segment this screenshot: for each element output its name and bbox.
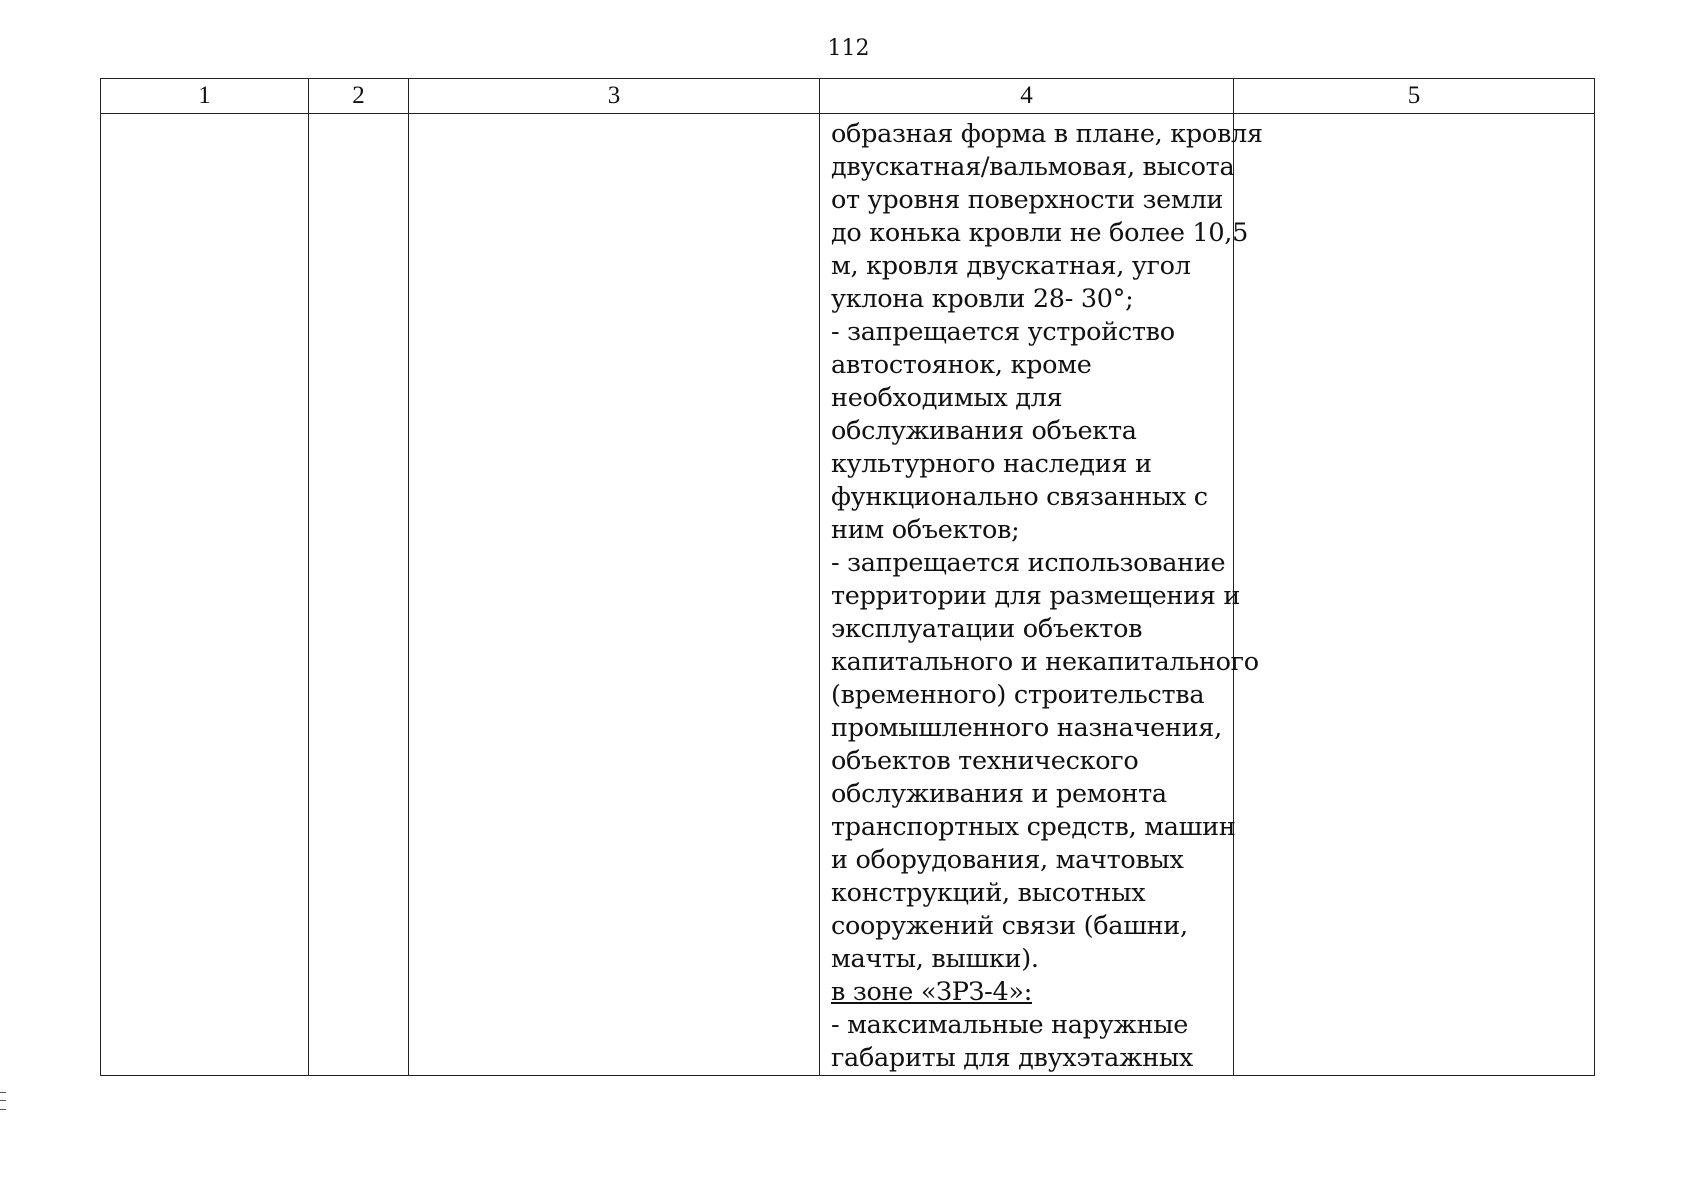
page-number: 112 [827, 36, 870, 61]
text-line: объектов технического [831, 746, 1139, 776]
text-line: до конька кровли не более 10,5 [831, 218, 1249, 248]
text-line: промышленного назначения, [831, 713, 1222, 743]
table-row [101, 114, 1595, 1076]
text-line: - запрещается использование [831, 548, 1226, 578]
column-header-5: 5 [1234, 79, 1595, 114]
text-line: мачты, вышки). [831, 944, 1039, 974]
text-line: м, кровля двускатная, угол [831, 251, 1191, 281]
text-line: обслуживания объекта [831, 416, 1137, 446]
text-line: конструкций, высотных [831, 878, 1146, 908]
text-line: территории для размещения и [831, 581, 1241, 611]
text-line: обслуживания и ремонта [831, 779, 1167, 809]
column-header-2: 2 [309, 79, 409, 114]
text-line: (временного) строительства [831, 680, 1205, 710]
table-header-row [101, 79, 1595, 114]
regulations-table [100, 78, 1595, 1076]
column-header-1: 1 [101, 79, 309, 114]
cell-col-1 [101, 114, 309, 1076]
text-line: сооружений связи (башни, [831, 911, 1188, 941]
text-line: ним объектов; [831, 515, 1020, 545]
zone-heading: в зоне «ЗРЗ-4»: [831, 977, 1032, 1007]
text-line: функционально связанных с [831, 482, 1208, 512]
column-header-4: 4 [820, 79, 1234, 114]
text-line: и оборудования, мачтовых [831, 845, 1184, 875]
text-line: - максимальные наружные [831, 1010, 1189, 1040]
text-line: от уровня поверхности земли [831, 185, 1224, 215]
text-line: - запрещается устройство [831, 317, 1175, 347]
cell-col-5 [1234, 114, 1595, 1076]
regulation-text [820, 114, 1263, 1075]
text-line: капитального и некапитального [831, 647, 1259, 677]
text-line: транспортных средств, машин [831, 812, 1236, 842]
column-header-3: 3 [409, 79, 820, 114]
text-line: образная форма в плане, кровля [831, 119, 1263, 149]
text-line: культурного наследия и [831, 449, 1152, 479]
cell-col-4 [820, 114, 1263, 1076]
cell-col-2 [309, 114, 409, 1076]
text-line: уклона кровли 28- 30°; [831, 284, 1134, 314]
text-line: эксплуатации объектов [831, 614, 1143, 644]
text-line: двускатная/вальмовая, высота [831, 152, 1235, 182]
text-line: необходимых для [831, 383, 1063, 413]
text-line: автостоянок, кроме [831, 350, 1092, 380]
cell-col-3 [409, 114, 820, 1076]
scan-margin-mark [0, 1092, 6, 1110]
text-line: габариты для двухэтажных [831, 1043, 1194, 1073]
